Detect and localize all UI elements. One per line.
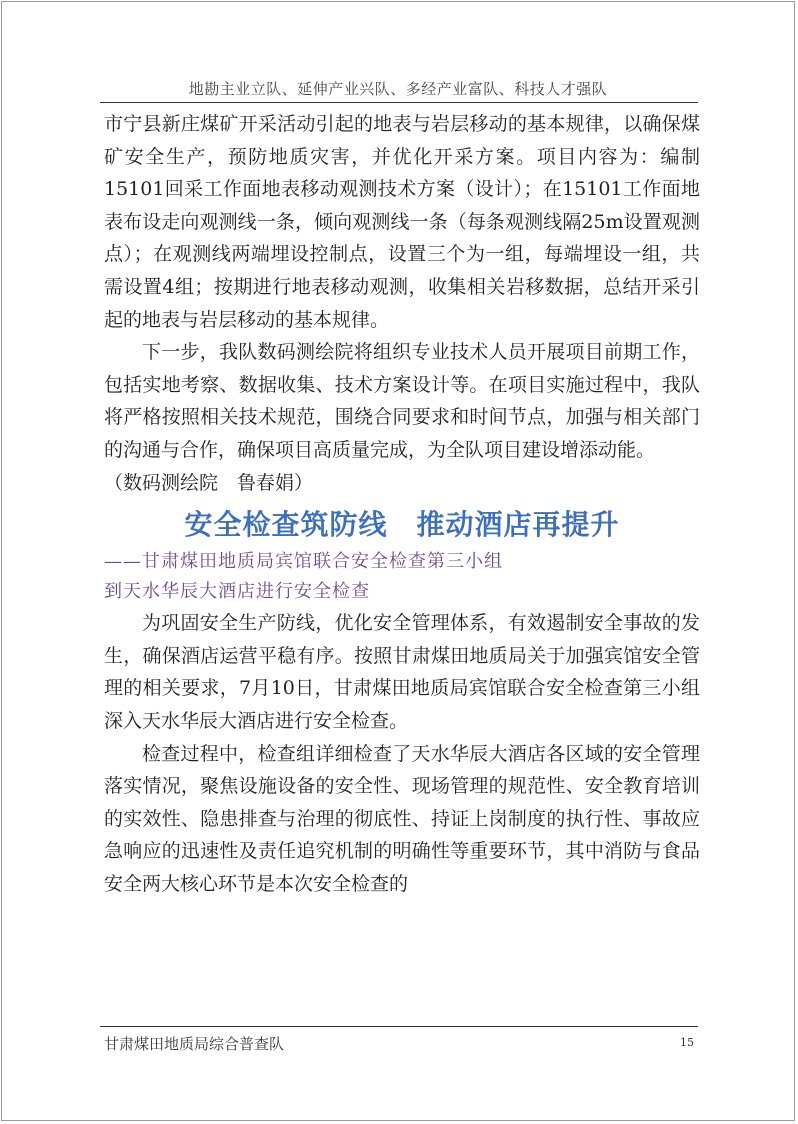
header-slogan: 地勘主业立队、延伸产业兴队、多经产业富队、科技人才强队 (188, 80, 608, 98)
article-paragraph-2: 检查过程中，检查组详细检查了天水华辰大酒店各区域的安全管理落实情况，聚焦设施设备的安全性、现场管理的规范性、安全教育培训的实效性、隐患排查与治理的彻底性、持证上岗制度的执行性、事故应急响应的迅速性及责任追究机制的明确性等重要环节，其中消防与食品安全两大核心环节是本次安全检查的 (104, 742, 700, 895)
prev-article-signature: （数码测绘院 鲁春娟） (104, 471, 314, 494)
article-subtitle-line-2: 到天水华辰大酒店进行安全检查 (104, 581, 370, 603)
prev-article-paragraph-1: 市宁县新庄煤矿开采活动引起的地表与岩层移动的基本规律，以确保煤矿安全生产，预防地质灾害，并优化开采方案。项目内容为：编制15101回采工作面地表移动观测技术方案（设计）；在15101工作面地表布设走向观测线一条，倾向观测线一条（每条观测线隔25m设置观测点）；在观测线两端埋设控制点，设置三个为一组，每端埋设一组，共需设置4组；按期进行地表移动观测，收集相关岩移数据，总结开采引起的地表与岩层移动的基本规律。 (104, 113, 700, 331)
footer-organization: 甘肃煤田地质局综合普查队 (104, 1035, 285, 1053)
article-title: 安全检查筑防线 推动酒店再提升 (184, 508, 620, 542)
article-paragraph-1: 为巩固安全生产防线，优化安全管理体系，有效遏制安全事故的发生，确保酒店运营平稳有序。按照甘肃煤田地质局关于加强宾馆安全管理的相关要求，7月10日，甘肃煤田地质局宾馆联合安全检查第三小组深入天水华辰大酒店进行安全检查。 (104, 612, 700, 732)
page-number: 15 (680, 1036, 694, 1049)
header-divider (100, 102, 698, 103)
page-content (104, 108, 700, 900)
footer-divider (100, 1026, 698, 1027)
prev-article-paragraph-2: 下一步，我队数码测绘院将组织专业技术人员开展项目前期工作，包括实地考察、数据收集、技术方案设计等。在项目实施过程中，我队将严格按照相关技术规范，围绕合同要求和时间节点，加强与相关部门的沟通与合作，确保项目高质量完成，为全队项目建设增添动能。 (104, 341, 700, 461)
article-subtitle-line-1: ——甘肃煤田地质局宾馆联合安全检查第三小组 (104, 551, 503, 573)
